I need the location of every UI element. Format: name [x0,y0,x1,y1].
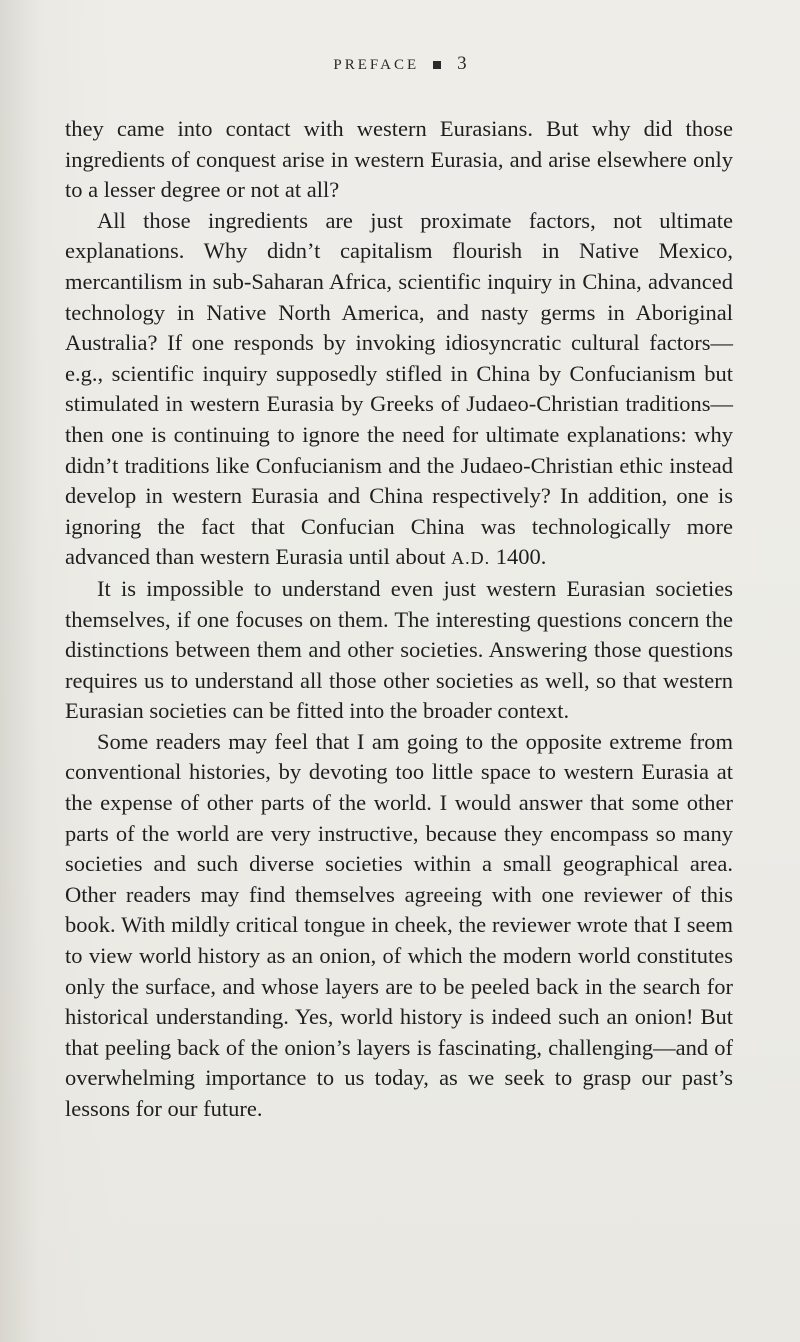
body-text [65,114,733,1125]
paragraph [65,206,733,574]
running-head [0,53,800,75]
era-abbreviation: A.D. [451,548,491,569]
square-bullet-icon [433,61,441,69]
paragraph-text: 1400. [490,544,547,570]
paragraph: It is impossible to understand even just western Eurasian societies themselves, if one focuses on them. The interesting questions concern the distinctions between them and other societies. Answering those questions requires us to understand all those other societies as well, so that western Eurasian societies can be fitted into the broader context. [65,575,733,724]
paragraph: they came into contact with western Eurasians. But why did those ingredients of conquest arise in western Eurasia, and arise elsewhere only to a lesser degree or not at all? [65,116,733,203]
paragraph-text: All those ingredients are just proximate factors, not ultimate explanations. Why didn’t capitalism flourish in Native Mexico, mercantilism in sub-Saharan Africa, scientific inquiry in China, advanced technology in Native North America, and nasty germs in Aboriginal Australia? If one responds by invoking idiosyncratic cultural factors—e.g., scientific inquiry supposedly stifled in China by Confucianism but stimulated in western Eurasia by Greeks of Judaeo-Christian traditions—then one is continuing to ignore the need for ultimate explanations: why didn’t traditions like Confucianism and the Judaeo-Christian ethic instead develop in western Eurasia and China respectively? In addition, one is ignoring the fact that Confucian China was technologically more advanced than western Eurasia until about [65,207,733,570]
paragraph: Some readers may feel that I am going to the opposite extreme from conventional histories, by devoting too little space to western Eurasia at the expense of other parts of the world. I would answer that some other parts of the world are very instructive, because they encompass so many societies and such diverse societies within a small geographical area. Other readers may find themselves agreeing with one reviewer of this book. With mildly critical tongue in cheek, the reviewer wrote that I seem to view world history as an onion, of which the modern world constitutes only the surface, and whose layers are to be peeled back in the search for historical understanding. Yes, world history is indeed such an onion! But that peeling back of the onion’s layers is fascinating, challenging—and of overwhelming importance to us today, as we seek to grasp our past’s lessons for our future. [65,728,733,1121]
page-number: 3 [457,53,467,74]
section-title: PREFACE [333,57,420,73]
